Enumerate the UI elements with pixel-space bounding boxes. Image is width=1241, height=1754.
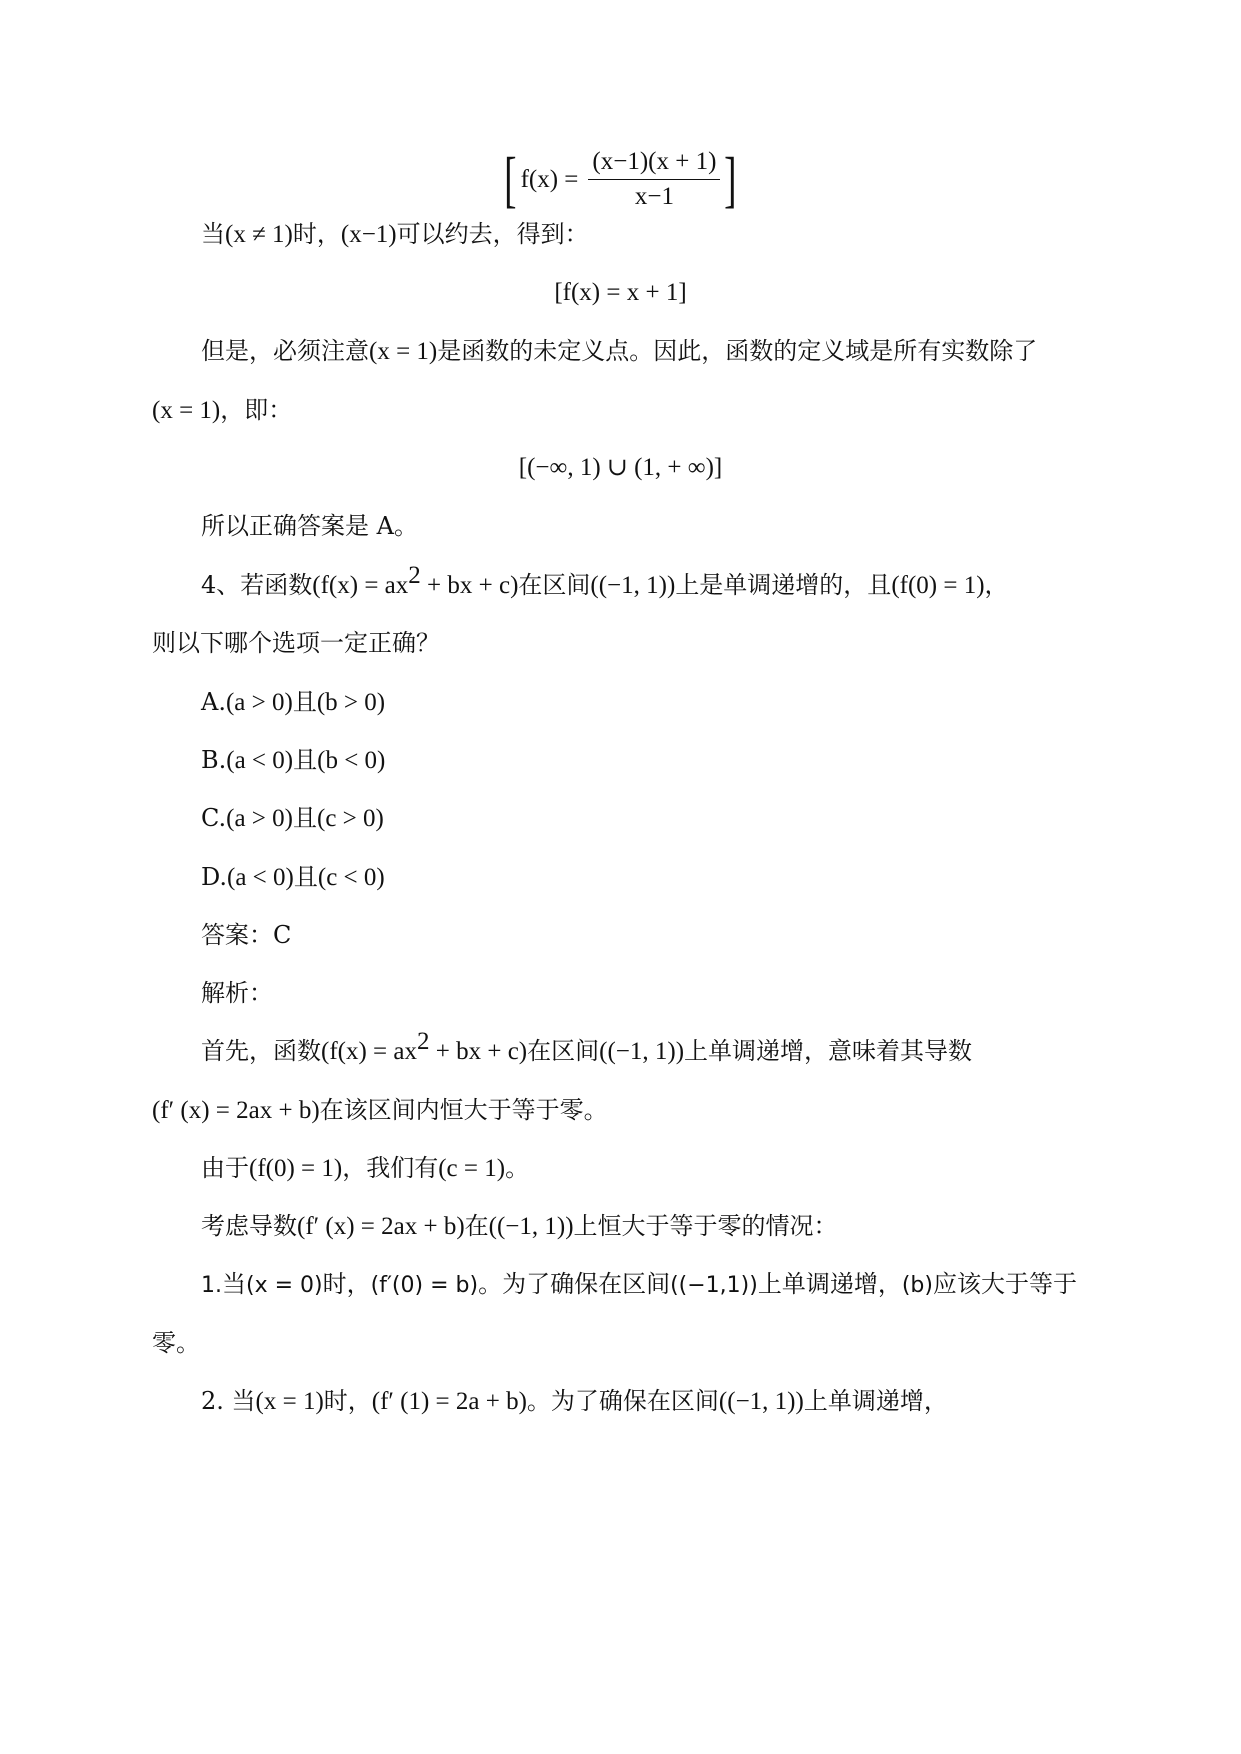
math: (f′ (1) = 2a + b) bbox=[371, 1388, 527, 1415]
paragraph-line bbox=[201, 1028, 973, 1068]
math: (f(0) = 1) bbox=[249, 1155, 343, 1182]
math: (x−1) bbox=[340, 221, 397, 248]
superscript: 2 bbox=[408, 562, 421, 589]
paragraph-line: 零。 bbox=[152, 1329, 200, 1357]
text: 上是单调递增的，且 bbox=[675, 571, 892, 599]
text: 上单调递增，意味着其导数 bbox=[684, 1037, 973, 1065]
text: 且 bbox=[292, 688, 317, 716]
option-a bbox=[201, 686, 385, 719]
text: 当 bbox=[201, 220, 225, 248]
text: 2. 当 bbox=[201, 1387, 256, 1415]
paragraph-line bbox=[201, 1152, 529, 1185]
formula-fraction bbox=[0, 147, 1241, 212]
text: 是函数的未定义点。因此，函数的定义域是所有实数除了 bbox=[437, 337, 1038, 365]
text: 。 bbox=[505, 1154, 530, 1182]
fraction-numerator: (x−1)(x + 1) bbox=[588, 147, 720, 180]
text: 上单调递增， bbox=[803, 1387, 948, 1415]
option-c bbox=[201, 802, 384, 835]
paragraph-line: 所以正确答案是 A。 bbox=[201, 512, 418, 540]
option-b bbox=[201, 744, 385, 777]
text: 上恒大于等于零的情况： bbox=[573, 1212, 838, 1240]
math: (a < 0) bbox=[226, 747, 294, 774]
list-number: 1. bbox=[201, 1273, 222, 1298]
text: 时， bbox=[323, 1387, 372, 1415]
math: (a < 0) bbox=[227, 864, 294, 891]
question-stem: 则以下哪个选项一定正确？ bbox=[152, 629, 440, 657]
answer-line: 答案：C bbox=[201, 921, 292, 949]
text: 。为了确保在区间 bbox=[478, 1270, 671, 1298]
math: ((−1, 1)) bbox=[599, 1038, 685, 1065]
math: (b < 0) bbox=[317, 747, 386, 774]
paragraph-line bbox=[152, 394, 292, 427]
math: (x = 1) bbox=[369, 338, 438, 365]
text: 在 bbox=[464, 1212, 489, 1240]
paragraph-line bbox=[201, 1268, 1077, 1302]
paragraph-line bbox=[201, 1385, 948, 1418]
paragraph-line bbox=[201, 218, 589, 251]
option-letter: A. bbox=[201, 688, 226, 716]
math: + bx + c) bbox=[429, 1038, 528, 1065]
math: (f′(0) = b) bbox=[370, 1273, 479, 1298]
math: (b > 0) bbox=[316, 689, 386, 716]
formula-line: [(−∞, 1) ∪ (1, + ∞)] bbox=[518, 454, 723, 481]
open-bracket: [ bbox=[504, 145, 517, 214]
math: (a > 0) bbox=[225, 689, 293, 716]
text: ，我们有 bbox=[342, 1154, 439, 1182]
text: 且 bbox=[293, 804, 317, 832]
math: (f′ (x) = 2ax + b) bbox=[297, 1213, 465, 1240]
option-letter: B. bbox=[201, 746, 227, 774]
text: 在区间 bbox=[518, 571, 591, 599]
math: (c < 0) bbox=[317, 864, 385, 891]
option-letter: C. bbox=[201, 804, 227, 832]
option-letter: D. bbox=[201, 863, 228, 891]
math: + bx + c) bbox=[420, 572, 519, 599]
option-d bbox=[201, 861, 385, 894]
text: 由于 bbox=[201, 1154, 249, 1182]
math: ((−1, 1)) bbox=[718, 1388, 804, 1415]
math: (f(x) = ax bbox=[312, 572, 409, 599]
formula-lhs: f(x) = bbox=[520, 165, 579, 193]
text: 首先，函数 bbox=[201, 1037, 321, 1065]
text: ，即： bbox=[220, 396, 293, 424]
fraction-denominator: x−1 bbox=[634, 183, 674, 210]
math: (x ≠ 1) bbox=[225, 221, 293, 248]
text: 应该大于等于 bbox=[932, 1270, 1077, 1298]
text: ， bbox=[984, 571, 1009, 599]
math: (f(0) = 1) bbox=[891, 572, 985, 599]
math: (c > 0) bbox=[317, 805, 384, 832]
text: 当 bbox=[222, 1270, 246, 1298]
math: ((−1,1)) bbox=[670, 1273, 758, 1298]
text: 但是，必须注意 bbox=[201, 337, 369, 365]
math: (c = 1) bbox=[438, 1155, 506, 1182]
fraction bbox=[588, 147, 720, 212]
close-bracket: ] bbox=[724, 145, 737, 214]
analysis-heading: 解析： bbox=[201, 979, 273, 1007]
question-stem bbox=[201, 562, 1009, 602]
text: 在该区间内恒大于等于零。 bbox=[319, 1096, 608, 1124]
text: 时， bbox=[322, 1270, 371, 1298]
math: (x = 1) bbox=[152, 397, 221, 424]
math: (b) bbox=[901, 1273, 933, 1298]
text: 。为了确保在区间 bbox=[526, 1387, 719, 1415]
math: (x = 0) bbox=[246, 1273, 323, 1298]
paragraph-line bbox=[201, 1210, 838, 1243]
superscript: 2 bbox=[417, 1028, 430, 1055]
math: (a > 0) bbox=[226, 805, 293, 832]
formula-line: [f(x) = x + 1] bbox=[554, 279, 687, 306]
math: ((−1, 1)) bbox=[488, 1213, 574, 1240]
text: 且 bbox=[293, 863, 318, 891]
text: 考虑导数 bbox=[201, 1212, 297, 1240]
text: 上单调递增， bbox=[757, 1270, 902, 1298]
math: (x = 1) bbox=[255, 1388, 324, 1415]
text: 时， bbox=[292, 220, 341, 248]
text: 且 bbox=[293, 746, 318, 774]
math: ((−1, 1)) bbox=[590, 572, 676, 599]
text: 可以约去，得到： bbox=[396, 220, 589, 248]
math: (f(x) = ax bbox=[321, 1038, 417, 1065]
paragraph-line bbox=[201, 335, 1037, 368]
text: 4、若函数 bbox=[201, 571, 313, 599]
text: 在区间 bbox=[527, 1037, 600, 1065]
paragraph-line bbox=[152, 1094, 608, 1127]
math: (f′ (x) = 2ax + b) bbox=[152, 1097, 320, 1124]
